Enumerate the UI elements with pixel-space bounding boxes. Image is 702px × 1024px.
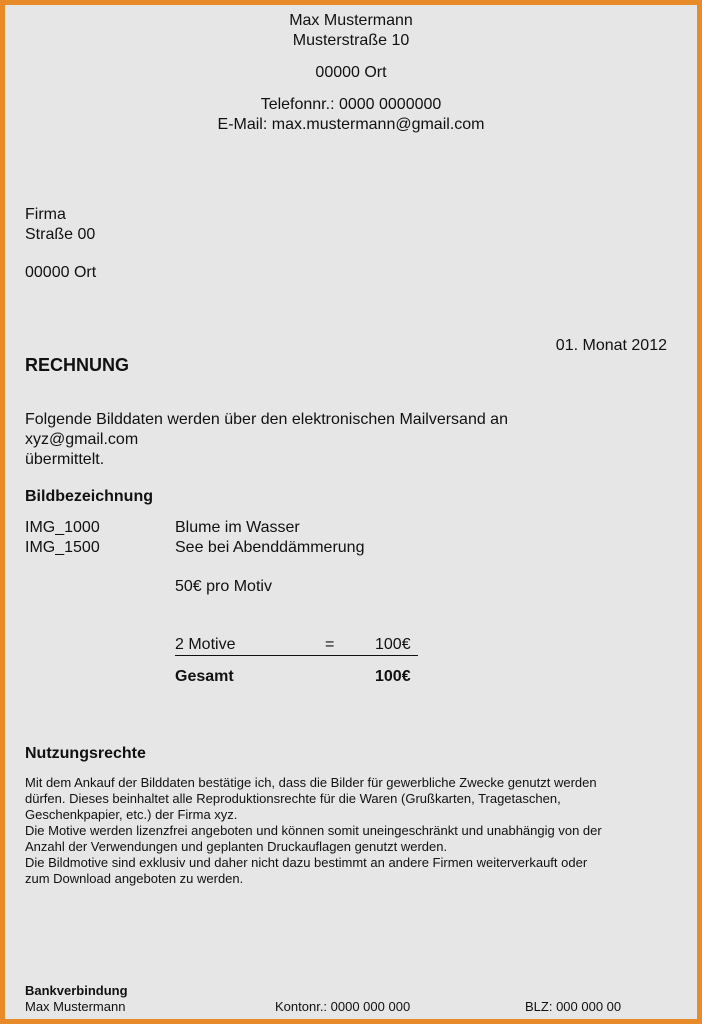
- images-heading: Bildbezeichnung: [25, 488, 153, 505]
- usage-rights-text: [25, 775, 602, 887]
- sender-street: Musterstraße 10: [292, 32, 410, 49]
- recipient-city: 00000 Ort: [25, 264, 97, 281]
- usage-rights-line: Geschenkpapier, etc.) der Firma xyz.: [25, 807, 238, 822]
- usage-rights-line: Anzahl der Verwendungen und geplanten Druckauflagen genutzt werden.: [25, 839, 448, 854]
- invoice-title: RECHNUNG: [25, 355, 130, 375]
- sender-phone: Telefonnr.: 0000 0000000: [260, 96, 442, 113]
- usage-rights-line: Mit dem Ankauf der Bilddaten bestätige ich, dass die Bilder für gewerbliche Zwecke genutzt werden: [25, 775, 597, 790]
- image-id: IMG_1500: [25, 539, 100, 556]
- recipient-street: Straße 00: [25, 226, 96, 243]
- bank-blz: BLZ: 000 000 00: [525, 999, 622, 1014]
- usage-rights-line: Die Motive werden lizenzfrei angeboten und können somit uneingeschränkt und unabhängig von der: [25, 823, 602, 838]
- sender-name: Max Mustermann: [289, 12, 413, 29]
- usage-rights-line: Die Bildmotive sind exklusiv und daher nicht dazu bestimmt an andere Firmen weiterverkauft oder: [25, 855, 588, 870]
- image-description: Blume im Wasser: [175, 519, 300, 536]
- sender-city: 00000 Ort: [315, 64, 387, 81]
- image-id: IMG_1000: [25, 519, 100, 536]
- usage-rights-line: dürfen. Dieses beinhaltet alle Reproduktionsrechte für die Waren (Grußkarten, Tragetaschen,: [25, 791, 561, 806]
- recipient-company: Firma: [25, 206, 66, 223]
- bank-heading: Bankverbindung: [25, 983, 128, 998]
- price-per-motif: 50€ pro Motiv: [175, 578, 272, 595]
- equals-sign: =: [325, 636, 335, 653]
- invoice-date: 01. Monat 2012: [555, 337, 667, 354]
- bank-holder: Max Mustermann: [25, 999, 126, 1014]
- bank-account: Kontonr.: 0000 000 000: [275, 999, 411, 1014]
- motif-count: 2 Motive: [175, 636, 236, 653]
- usage-rights-heading: Nutzungsrechte: [25, 745, 146, 762]
- image-description: See bei Abenddämmerung: [175, 539, 365, 556]
- usage-rights-line: zum Download angeboten zu werden.: [25, 871, 244, 886]
- total-amount: 100€: [375, 668, 411, 685]
- sender-email: E-Mail: max.mustermann@gmail.com: [217, 116, 485, 133]
- intro-email: xyz@gmail.com: [25, 431, 139, 448]
- total-label: Gesamt: [175, 668, 234, 685]
- intro-line-3: übermittelt.: [25, 451, 105, 468]
- intro-line-1: Folgende Bilddaten werden über den elektronischen Mailversand an: [25, 411, 508, 428]
- subtotal-amount: 100€: [375, 636, 411, 653]
